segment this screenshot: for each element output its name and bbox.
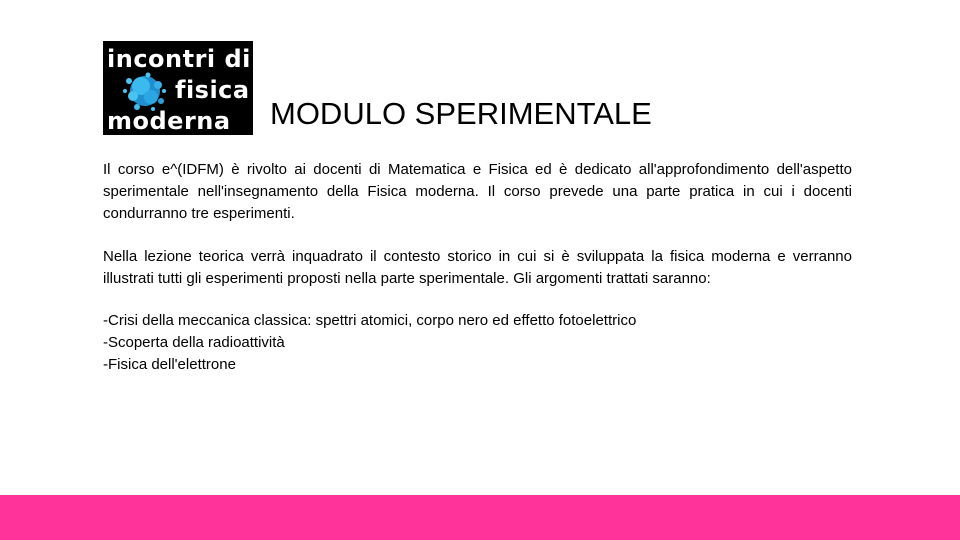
topic-item: -Fisica dell'elettrone — [103, 356, 236, 373]
logo-line-1: incontri di — [107, 45, 251, 73]
logo-line-2: fisica — [175, 76, 250, 104]
topic-item: -Scoperta della radioattività — [103, 334, 285, 351]
topic-item: -Crisi della meccanica classica: spettri atomici, corpo nero ed effetto fotoelettrico — [103, 312, 637, 329]
footer-band — [0, 495, 960, 540]
logo-line-3: moderna — [107, 107, 231, 135]
incontri-di-fisica-moderna-logo — [103, 41, 253, 135]
intro-paragraph: Il corso e^(IDFM) è rivolto ai docenti di Matematica e Fisica ed è dedicato all'approfondimento dell'aspetto sperimentale nell'insegnamento della Fisica moderna. Il corso prevede una parte pratica in cui i docenti condurranno tre esperimenti. — [103, 161, 852, 222]
logo-graphic — [103, 41, 253, 135]
lesson-paragraph: Nella lezione teorica verrà inquadrato il contesto storico in cui si è sviluppata la fisica moderna e verranno illustrati tutti gli esperimenti proposti nella parte sperimentale. Gli argomenti trattati saranno: — [103, 248, 852, 287]
slide-title: MODULO SPERIMENTALE — [270, 96, 652, 131]
topics-list — [103, 310, 852, 376]
